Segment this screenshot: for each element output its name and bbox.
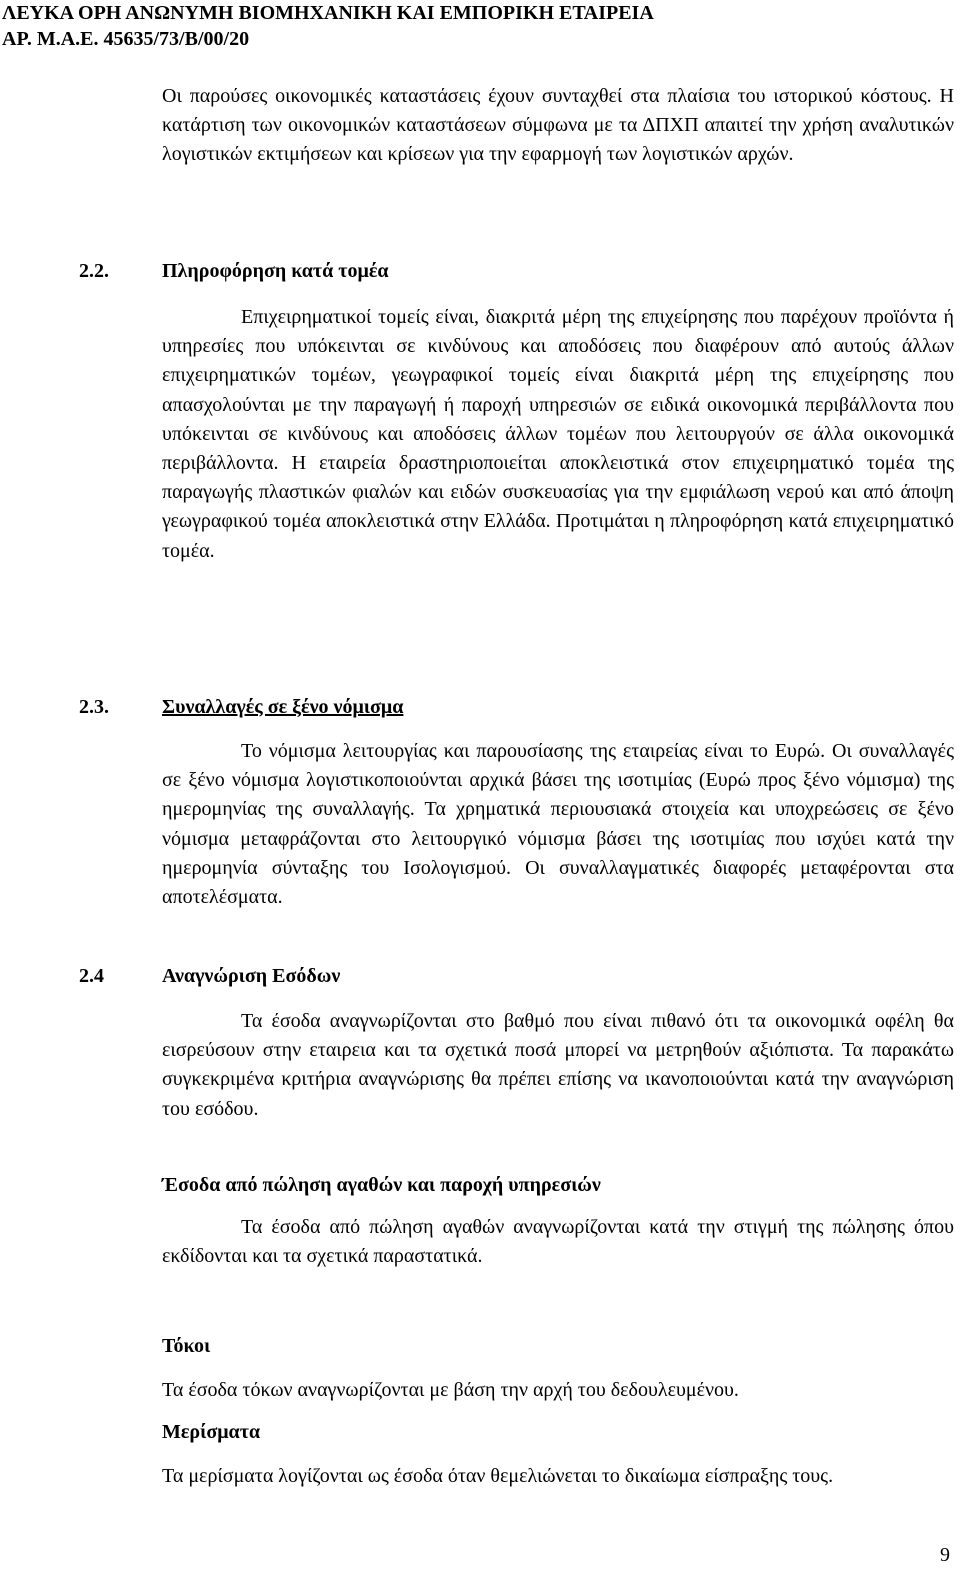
section-number: 2.4: [79, 965, 104, 987]
section-2-2-paragraph: Επιχειρηματικοί τομείς είναι, διακριτά μέρη της επιχείρησης που παρέχουν προϊόντα ή υπηρεσίες που υπόκεινται σε κινδύνους και αποδόσεις που διαφέρουν από αυτούς άλλων επιχειρηματικών τομέων, γεωγραφικοί τομείς είναι διακριτά μέρη της επιχείρησης που απασχολούνται με την παραγωγή ή παροχή υπηρεσιών σε ειδικά οικονομικά περιβάλλοντα που υπόκεινται σε κινδύνους και αποδόσεις άλλων τομέων που λειτουργούν σε άλλα οικονομικά περιβάλλοντα. Η εταιρεία δραστηριοποιείται αποκλειστικά στον επιχειρηματικό τομέα της παραγωγής πλαστικών φιαλών και ειδών συσκευασίας για την εμφιάλωση νερού και από άποψη γεωγραφικού τομέα αποκλειστικά στην Ελλάδα. Προτιμάται η πληροφόρηση κατά επιχειρηματικό τομέα.: [162, 306, 954, 562]
section-number: 2.3.: [79, 696, 109, 718]
company-name: ΛΕΥΚΑ ΟΡΗ ΑΝΩΝΥΜΗ ΒΙΟΜΗΧΑΝΙΚΗ ΚΑΙ ΕΜΠΟΡΙΚΗ ΕΤΑΙΡΕΙΑ: [2, 2, 654, 24]
section-title: Συναλλαγές σε ξένο νόμισμα: [162, 696, 404, 718]
intro-paragraph: Οι παρούσες οικονομικές καταστάσεις έχουν συνταχθεί στα πλαίσια του ιστορικού κόστους. Η κατάρτιση των οικονομικών καταστάσεων σύμφωνα με τα ΔΠΧΠ απαιτεί την χρήση αναλυτικών λογιστικών εκτιμήσεων και κρίσεων για την εφαρμογή των λογιστικών αρχών.: [162, 85, 954, 166]
dividends-heading: Μερίσματα: [162, 1421, 261, 1443]
sales-revenue-paragraph: Τα έσοδα από πώληση αγαθών αναγνωρίζονται κατά την στιγμή της πώλησης όπου εκδίδονται και τα σχετικά παραστατικά.: [162, 1216, 954, 1268]
section-number: 2.2.: [79, 260, 109, 282]
section-2-4-paragraph: Τα έσοδα αναγνωρίζονται στο βαθμό που είναι πιθανό ότι τα οικονομικά οφέλη θα εισρεύσουν στην εταιρεια και τα σχετικά ποσά μπορεί να μετρηθούν αξιόπιστα. Τα παρακάτω συγκεκριμένα κριτήρια αναγνώρισης θα πρέπει επίσης να ικανοποιούνται κατά την αναγνώριση του εσόδου.: [162, 1010, 954, 1120]
interest-heading: Τόκοι: [162, 1335, 211, 1357]
section-2-3-paragraph: Το νόμισμα λειτουργίας και παρουσίασης της εταιρείας είναι το Ευρώ. Οι συναλλαγές σε ξένο νόμισμα λογιστικοποιούνται αρχικά βάσει της ισοτιμίας (Ευρώ προς ξένο νόμισμα) της ημερομηνίας της συναλλαγής. Τα χρηματικά περιουσιακά στοιχεία και υποχρεώσεις σε ξένο νόμισμα μεταφράζονται στο λειτουργικό νόμισμα βάσει της ισοτιμίας που ισχύει κατά την ημερομηνία σύνταξης του Ισολογισμού. Οι συναλλαγματικές διαφορές μεταφέρονται στα αποτελέσματα.: [162, 740, 954, 909]
document-header: [2, 0, 952, 52]
interest-paragraph: Τα έσοδα τόκων αναγνωρίζονται με βάση την αρχή του δεδουλευμένου.: [162, 1379, 739, 1401]
section-title: Πληροφόρηση κατά τομέα: [162, 260, 389, 282]
page-number: 9: [940, 1544, 950, 1566]
dividends-paragraph: Τα μερίσματα λογίζονται ως έσοδα όταν θεμελιώνεται το δικαίωμα είσπραξης τους.: [162, 1465, 834, 1487]
section-title: Αναγνώριση Εσόδων: [162, 965, 341, 987]
registration-number: ΑΡ. Μ.Α.Ε. 45635/73/Β/00/20: [2, 28, 250, 50]
sales-revenue-heading: Έσοδα από πώληση αγαθών και παροχή υπηρεσιών: [162, 1174, 601, 1196]
